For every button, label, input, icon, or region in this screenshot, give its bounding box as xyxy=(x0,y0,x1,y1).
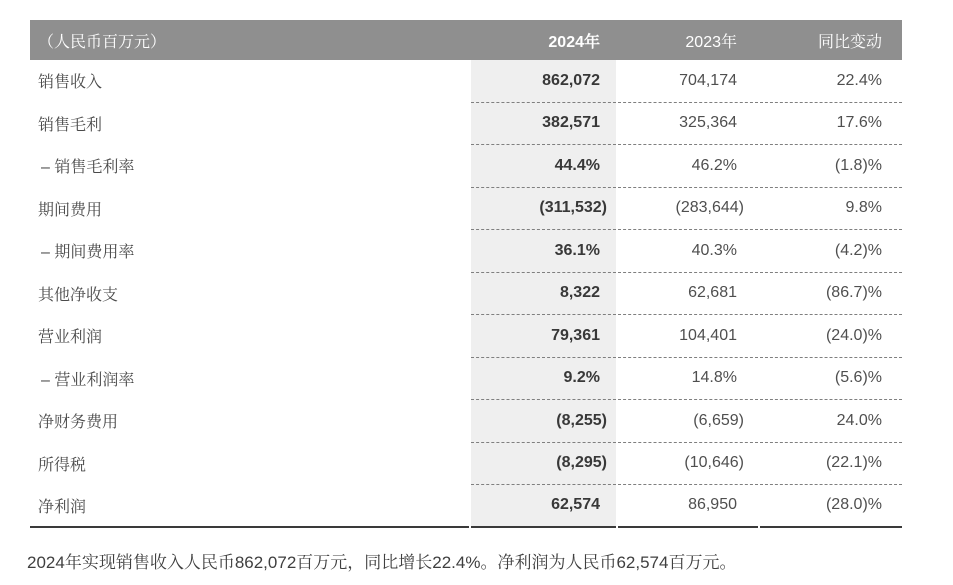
value-yoy: 24.0% xyxy=(760,400,902,443)
value-yoy: (1.8)% xyxy=(760,145,902,188)
table-row-net-profit xyxy=(30,485,902,528)
table-row-period-expenses xyxy=(30,188,902,231)
value-yoy: (86.7)% xyxy=(760,273,902,316)
table-row-expense-ratio xyxy=(30,230,902,273)
value-2024: 862,072 xyxy=(471,60,616,103)
value-2023: (6,659) xyxy=(618,400,758,443)
table-row-operating-margin xyxy=(30,358,902,401)
header-col-2024: 2024年 xyxy=(548,33,600,51)
table-row-sales-revenue xyxy=(30,60,902,103)
value-yoy: (22.1)% xyxy=(760,443,902,486)
value-yoy: (4.2)% xyxy=(760,230,902,273)
value-2023: 86,950 xyxy=(618,485,758,528)
row-label: 销售收入 xyxy=(38,74,103,92)
value-2023: 14.8% xyxy=(618,358,758,401)
value-2024: 8,322 xyxy=(471,273,616,316)
row-label: – 营业利润率 xyxy=(41,371,135,389)
value-2024: 62,574 xyxy=(471,485,616,528)
value-2024: 44.4% xyxy=(471,145,616,188)
row-label: 净利润 xyxy=(30,485,469,528)
value-2023: (10,646) xyxy=(618,443,758,486)
value-yoy: (28.0)% xyxy=(760,485,902,528)
value-2024: 79,361 xyxy=(471,315,616,358)
value-2023: 62,681 xyxy=(618,273,758,316)
value-2024: 36.1% xyxy=(471,230,616,273)
value-yoy: 22.4% xyxy=(760,60,902,103)
summary-footnote: 2024年实现销售收入人民币862,072百万元，同比增长22.4%。净利润为人民币62,574百万元。 xyxy=(27,553,737,572)
table-row-income-tax xyxy=(30,443,902,486)
value-2023: 46.2% xyxy=(618,145,758,188)
header-col-yoy: 同比变动 xyxy=(817,33,882,51)
row-label: – 销售毛利率 xyxy=(41,159,135,177)
table-row-gross-margin xyxy=(30,145,902,188)
header-col-2023: 2023年 xyxy=(685,33,737,51)
row-label: 期间费用 xyxy=(38,201,103,219)
financial-summary-table xyxy=(30,20,902,528)
value-2024: 9.2% xyxy=(471,358,616,401)
row-label: 所得税 xyxy=(38,456,87,474)
row-label: 营业利润 xyxy=(38,329,103,347)
table-row-other-net-income xyxy=(30,273,902,316)
header-unit-label: （人民币百万元） xyxy=(38,33,167,51)
value-yoy: 17.6% xyxy=(760,103,902,146)
row-label: 净财务费用 xyxy=(38,414,119,432)
value-2023: 40.3% xyxy=(618,230,758,273)
value-yoy: (24.0)% xyxy=(760,315,902,358)
value-2024: (8,255) xyxy=(471,400,616,443)
row-label: 其他净收支 xyxy=(38,286,119,304)
value-yoy: 9.8% xyxy=(760,188,902,231)
value-2023: (283,644) xyxy=(618,188,758,231)
table-header-row xyxy=(30,20,902,60)
table-row-gross-profit xyxy=(30,103,902,146)
value-2023: 704,174 xyxy=(618,60,758,103)
value-yoy: (5.6)% xyxy=(760,358,902,401)
row-label: – 期间费用率 xyxy=(41,244,135,262)
value-2024: (311,532) xyxy=(471,188,616,231)
table-row-operating-profit xyxy=(30,315,902,358)
value-2024: (8,295) xyxy=(471,443,616,486)
value-2023: 325,364 xyxy=(618,103,758,146)
value-2024: 382,571 xyxy=(471,103,616,146)
row-label: 销售毛利 xyxy=(38,116,103,134)
table-row-net-finance-costs xyxy=(30,400,902,443)
value-2023: 104,401 xyxy=(618,315,758,358)
